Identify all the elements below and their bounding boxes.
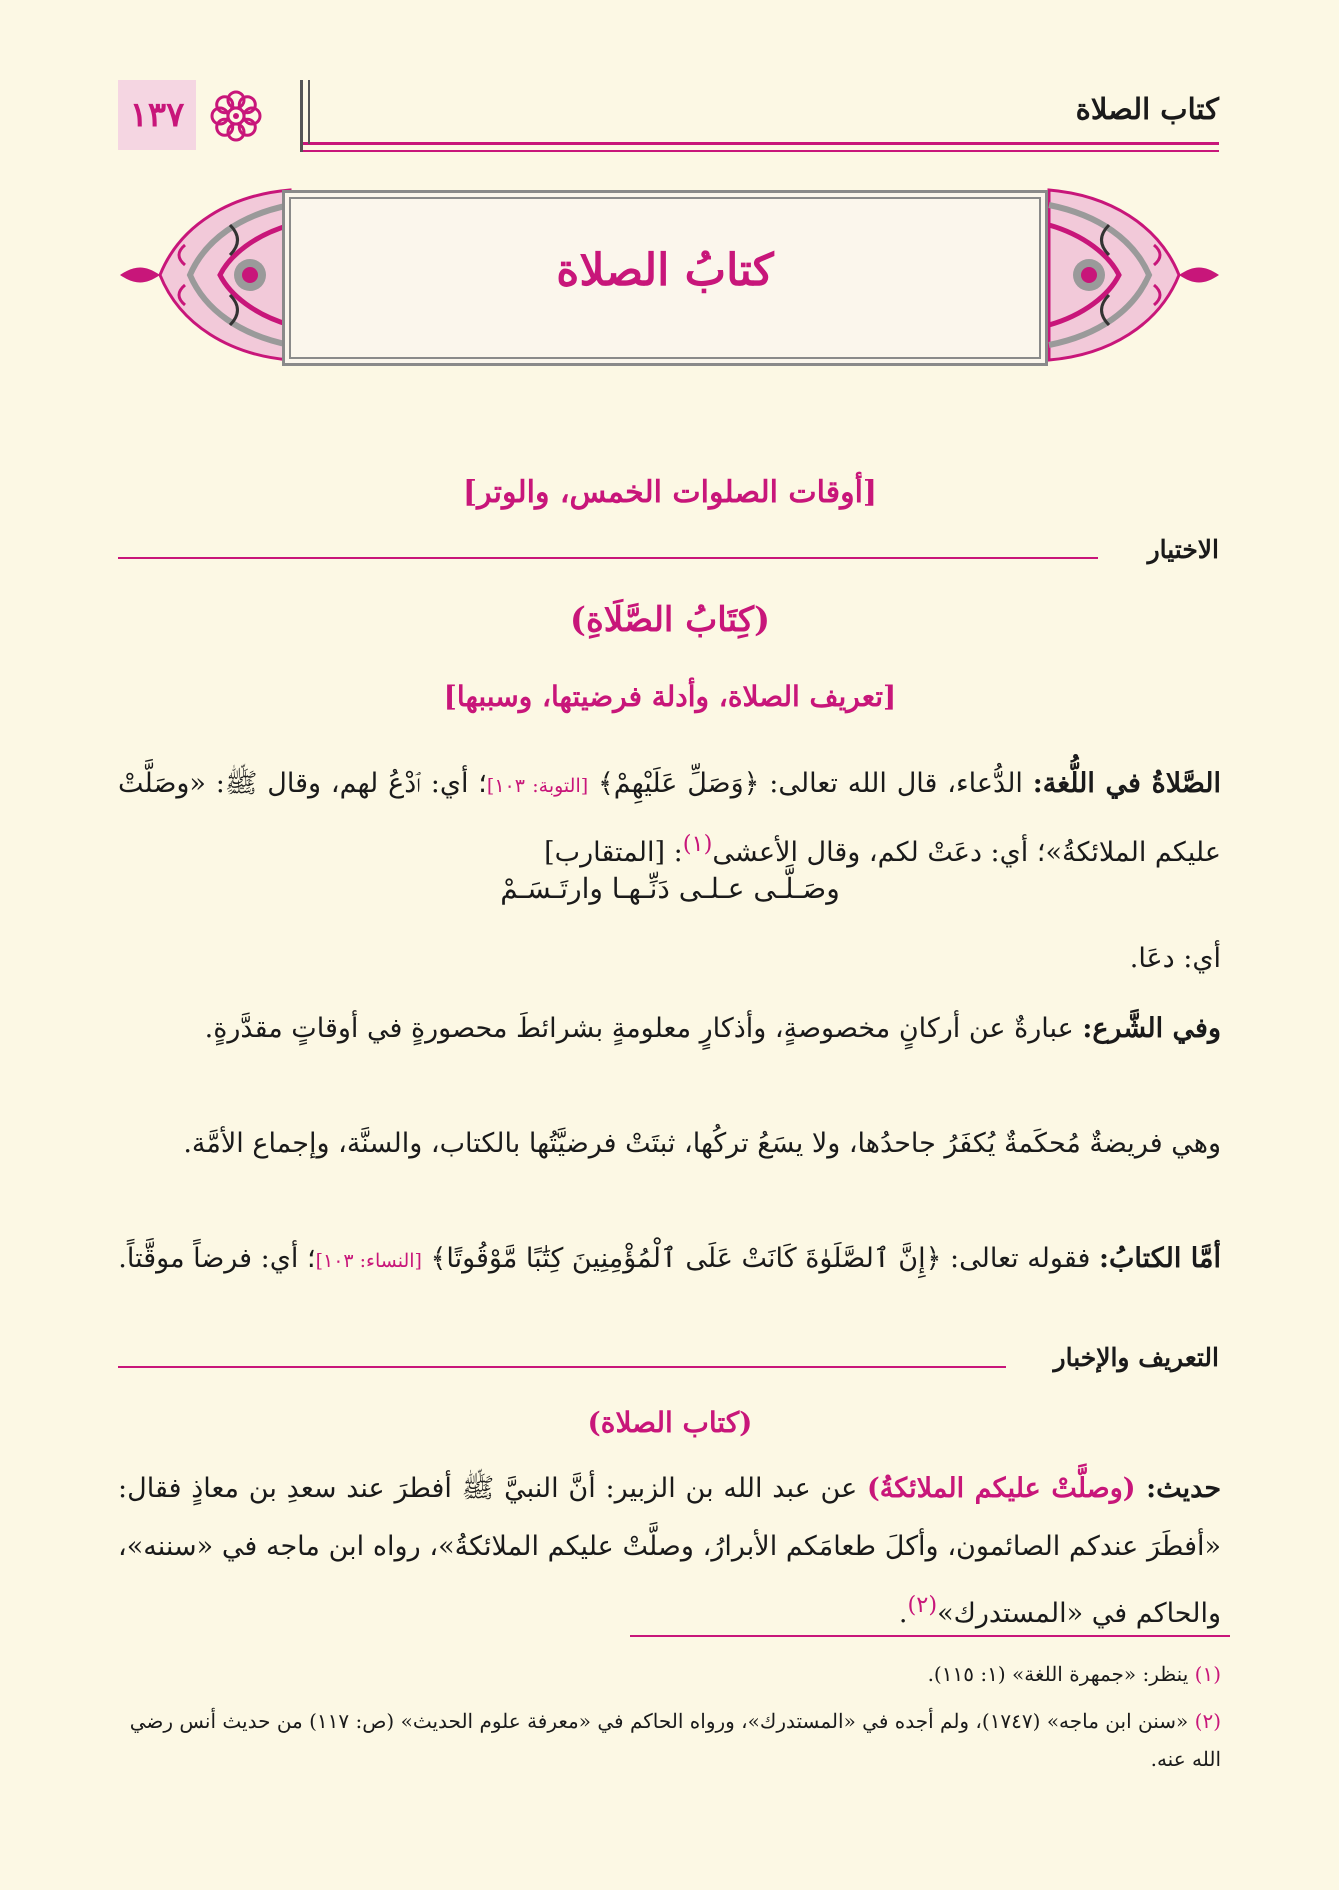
header-divider-inner (308, 80, 310, 144)
rosette-icon (205, 85, 267, 147)
footnote-rule (630, 1635, 1230, 1637)
paragraph-linguistic-definition: الصَّلاةُ في اللُّغة: الدُّعاء، قال الله تعالى: ﴿وَصَلِّ عَلَيْهِمْ﴾ [التوبة: ١٠٣]؛ أي: ٱدْعُ لهم، وقال ﷺ: «وصَلَّتْ عليكم الملائكةُ»؛ أي: دعَتْ لكم، وقال الأعشى$^{(١)}$: [المتقارب] (118, 768, 1222, 868)
term: أمَّا الكتابُ: (1099, 1243, 1221, 1274)
running-head: كتاب الصلاة (1075, 92, 1219, 126)
paragraph-hadith: حديث: (وصلَّتْ عليكم الملائكةُ) عن عبد الله بن الزبير: أنَّ النبيَّ ﷺ أفطرَ عند سعدِ بن معاذٍ فقال: «أفطَرَ عندكم الصائمون، وأكلَ طعامَكم الأبرارُ، وصلَّتْ عليكم الملائكةُ»، رواه ابن ماجه في «سننه»، والحاكم في «المستدرك»$^{(٢)}$. (118, 1473, 1222, 1629)
poetry-verse: وصَـلَّـى عـلـى دَنِّـهـا وارتَـسَـمْ (500, 872, 840, 905)
footnote-marker[interactable]: (١) (682, 831, 713, 857)
chapter-heading: (كِتَابُ الصَّلَاةِ) (569, 600, 771, 640)
paragraph-legal-definition: وفي الشَّرع: عبارةٌ عن أركانٍ مخصوصةٍ، وأذكارٍ معلومةٍ بشرائطَ محصورةٍ في أوقاتٍ مقدَّرةٍ. (204, 1013, 1221, 1044)
hadith-heading: (كتاب الصلاة) (587, 1406, 753, 1439)
header-divider (300, 80, 303, 152)
arabesque-ornament-left (110, 185, 295, 365)
header-rule-inner (300, 150, 1219, 152)
source-rule (118, 557, 1098, 559)
section-heading: [أوقات الصلوات الخمس، والوتر] (462, 475, 878, 510)
quran-reference: [النساء: ١٠٣] (315, 1250, 422, 1272)
paragraph-obligation: وهي فريضةٌ مُحكَمةٌ يُكفَرُ جاحدُها، ولا يسَعُ تركُها، ثبتَتْ فرضيَّتُها بالكتاب، والسنَّة، وإجماع الأمَّة. (183, 1128, 1221, 1159)
footnote-number: (٢) (1194, 1709, 1221, 1733)
quran-reference: [التوبة: ١٠٣] (486, 775, 589, 797)
definition-heading: [تعريف الصلاة، وأدلة فرضيتها، وسببها] (443, 680, 897, 713)
hadith-highlight: (وصلَّتْ عليكم الملائكةُ) (866, 1473, 1147, 1504)
book-title: كتابُ الصلاة (556, 245, 774, 296)
source-label-ikhtiyar: الاختيار (1147, 535, 1219, 564)
footnote-number: (١) (1194, 1662, 1221, 1686)
paragraph-meaning: أي: دعَا. (1129, 943, 1221, 974)
source-rule (118, 1366, 1006, 1368)
arabesque-ornament-right (1044, 185, 1229, 365)
page-number: ١٣٧ (118, 80, 196, 150)
term: حديث: (1146, 1473, 1222, 1504)
footnote-marker[interactable]: (٢) (907, 1592, 938, 1618)
term: الصَّلاةُ في اللُّغة: (1032, 768, 1222, 799)
source-label-tarif: التعريف والإخبار (1053, 1343, 1219, 1372)
term: وفي الشَّرع: (1082, 1013, 1221, 1044)
paragraph-quran-evidence: أمَّا الكتابُ: فقوله تعالى: ﴿إِنَّ ٱلصَّلَوٰةَ كَانَتْ عَلَى ٱلْمُؤْمِنِينَ كِتَٰبًا مَّوْقُوتًا﴾ [النساء: ١٠٣]؛ أي: فرضاً موقَّتاً. (118, 1243, 1221, 1274)
footnote: (٢) «سنن ابن ماجه» (١٧٤٧)، ولم أجده في «المستدرك»، ورواه الحاكم في «معرفة علوم الحديث» (ص: ١١٧) من حديث أنس رضي الله عنه. (129, 1709, 1221, 1771)
footnote: (١) ينظر: «جمهرة اللغة» (١: ١١٥). (927, 1662, 1221, 1686)
header-rule (300, 142, 1219, 145)
